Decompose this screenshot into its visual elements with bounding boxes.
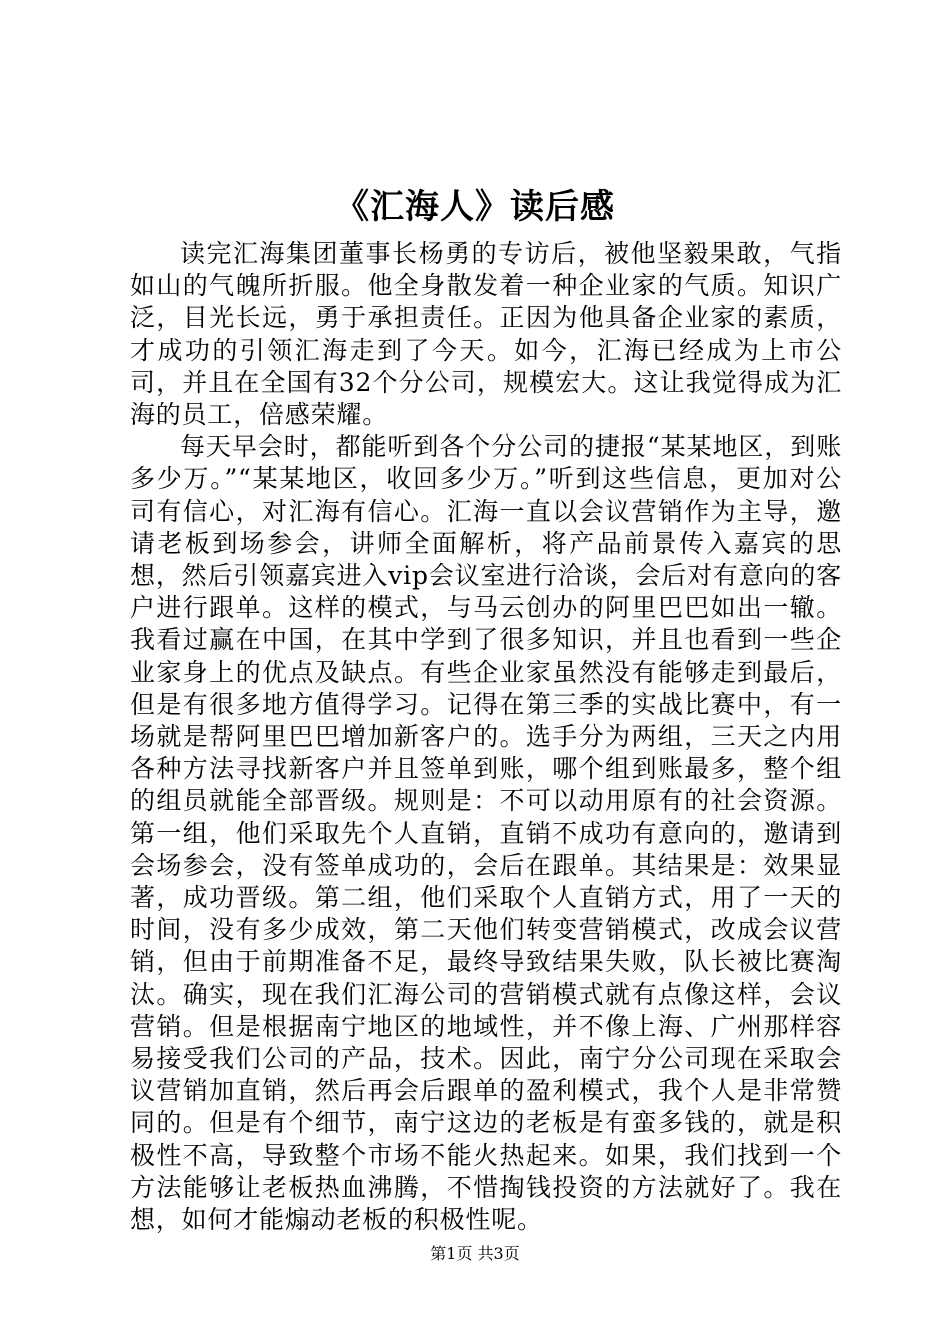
document-title: 《汇海人》读后感: [335, 187, 615, 227]
paragraph-2: 每天早会时，都能听到各个分公司的捷报“某某地区，到账多少万。”“某某地区，收回多少万。”听到这些信息，更加对公司有信心，对汇海有信心。汇海一直以会议营销作为主导，邀请老板到场参会，讲师全面解析，将产品前景传入嘉宾的思想，然后引领嘉宾进入vip会议室进行洽谈，会后对有意向的客户进行跟单。这样的模式，与马云创办的阿里巴巴如出一辙。我看过赢在中国，在其中学到了很多知识，并且也看到一些企业家身上的优点及缺点。有些企业家虽然没有能够走到最后，但是有很多地方值得学习。记得在第三季的实战比赛中，有一场就是帮阿里巴巴增加新客户的。选手分为两组，三天之内用各种方法寻找新客户并且签单到账，哪个组到账最多，整个组的组员就能全部晋级。规则是：不可以动用原有的社会资源。第一组，他们采取先个人直销，直销不成功有意向的，邀请到会场参会，没有签单成功的，会后在跟单。其结果是：效果显著，成功晋级。第二组，他们采取个人直销方式，用了一天的时间，没有多少成效，第二天他们转变营销模式，改成会议营销，但由于前期准备不足，最终导致结果失败，队长被比赛淘汰。确实，现在我们汇海公司的营销模式就有点像这样，会议营销。但是根据南宁地区的地域性，并不像上海、广州那样容易接受我们公司的产品，技术。因此，南宁分公司现在采取会议营销加直销，然后再会后跟单的盈利模式，我个人是非常赞同的。但是有个细节，南宁这边的老板是有蛮多钱的，就是积极性不高，导致整个市场不能火热起来。如果，我们找到一个方法能够让老板热血沸腾，不惜掏钱投资的方法就好了。我在想，如何才能煽动老板的积极性呢。: [130, 432, 842, 1235]
page-number-footer: 第1页 共3页: [430, 1244, 520, 1263]
paragraph-1: 读完汇海集团董事长杨勇的专访后，被他坚毅果敢，气指如山的气魄所折服。他全身散发着一种企业家的气质。知识广泛，目光长远，勇于承担责任。正因为他具备企业家的素质，才成功的引领汇海走到了今天。如今，汇海已经成为上市公司，并且在全国有32个分公司，规模宏大。这让我觉得成为汇海的员工，倍感荣耀。: [130, 239, 842, 430]
document-body: [130, 238, 842, 1236]
